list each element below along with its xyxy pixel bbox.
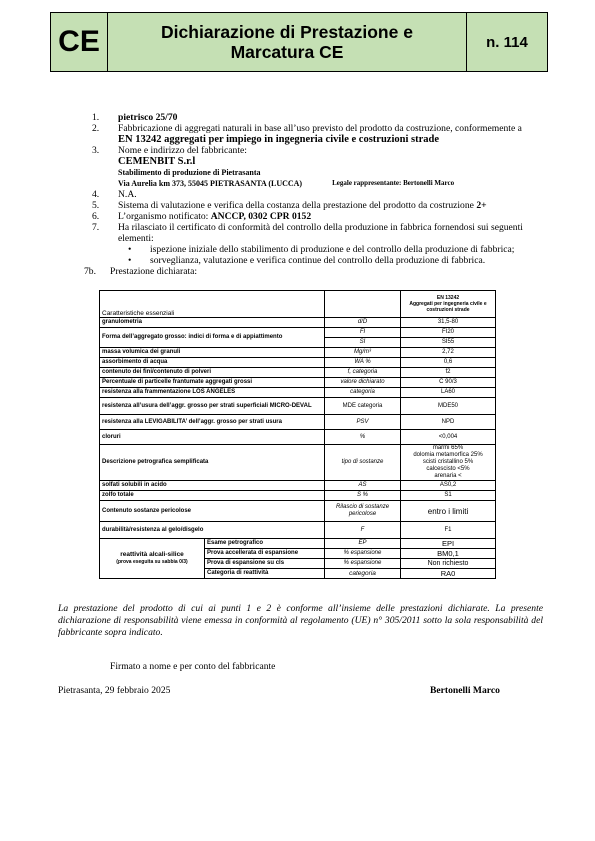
item-number: 6. — [92, 211, 100, 222]
item-7b — [84, 266, 542, 277]
row-label: resistenza alla LEVIGABILITA’ dell’aggr. grosso per strati usura — [100, 415, 325, 430]
item-7 — [92, 222, 542, 244]
item-3 — [92, 145, 542, 189]
row-value: S1 — [401, 491, 496, 501]
row-symbol: valore dichiarato — [325, 378, 401, 388]
row-value: 2,72 — [401, 348, 496, 358]
row-symbol: % — [325, 430, 401, 445]
alkali-silica-title: reattività alcali-silice — [120, 551, 184, 558]
manufacturer-heading: Nome e indirizzo del fabbricante: — [118, 145, 247, 156]
row-symbol: % espansione — [325, 549, 401, 559]
row-value: FI20 — [401, 328, 496, 338]
row-label: Prova accellerata di espansione — [205, 549, 325, 559]
legal-representative: Legale rappresentante: Bertonelli Marco — [332, 179, 455, 187]
item-2 — [92, 123, 542, 145]
table-row — [100, 348, 496, 358]
row-label: cloruri — [100, 430, 325, 445]
table-row — [100, 358, 496, 368]
alkali-silica-note: (prova eseguita su sabbia 0/3) — [116, 559, 188, 565]
avcp-text: Sistema di valutazione e verifica della costanza della prestazione del prodotto da costruzione — [118, 200, 474, 211]
plant-name: Stabilimento di produzione di Pietrasanta — [118, 168, 261, 177]
avcp-system: 2+ — [476, 200, 487, 211]
row-label: granulometria — [100, 318, 325, 328]
document-header — [50, 12, 548, 72]
row-label: contenuto dei fini/contenuto di polveri — [100, 368, 325, 378]
row-symbol: Mg/m³ — [325, 348, 401, 358]
row-symbol: EP — [325, 539, 401, 549]
row-value: entro i limiti — [401, 501, 496, 522]
table-row — [100, 328, 496, 338]
table-row — [100, 539, 496, 549]
notified-body: ANCCP, 0302 CPR 0152 — [210, 211, 312, 222]
table-row — [100, 388, 496, 398]
alkali-silica-label — [100, 539, 205, 579]
row-label: resistenza alla frammentazione LOS ANGELES — [100, 388, 325, 398]
row-label: Percentuale di particelle frantumate aggregati grossi — [100, 378, 325, 388]
row-label: massa volumica dei granuli — [100, 348, 325, 358]
table-row — [100, 415, 496, 430]
ce-logo: CE — [51, 13, 108, 71]
row-symbol: SI — [325, 338, 401, 348]
standard: EN 13242 aggregati per impiego in ingegneria civile e costruzioni strade — [118, 134, 439, 145]
row-symbol: categoria — [325, 569, 401, 579]
row-value: 31,5-80 — [401, 318, 496, 328]
title-line-1: Dichiarazione di Prestazione e — [161, 22, 413, 42]
row-value: AS0,2 — [401, 481, 496, 491]
row-value: NPD — [401, 415, 496, 430]
table-row — [100, 501, 496, 522]
row-label: zolfo totale — [100, 491, 325, 501]
item-4-text: N.A. — [118, 189, 137, 200]
row-value: RA0 — [401, 569, 496, 579]
row-label: resistenza all’usura dell’aggr. grosso per strati superficiali MICRO-DEVAL — [100, 398, 325, 415]
performance-table — [99, 290, 496, 579]
table-row — [100, 491, 496, 501]
row-label: Prova di espansione su cls — [205, 559, 325, 569]
table-row — [100, 430, 496, 445]
row-symbol: f, categoria — [325, 368, 401, 378]
header-standard-code: EN 13242 — [436, 295, 460, 301]
row-value: Non richiesto — [401, 559, 496, 569]
row-value: LA60 — [401, 388, 496, 398]
table-row — [100, 522, 496, 539]
row-symbol: AS — [325, 481, 401, 491]
row-label: durabilità/resistenza al gelo/disgelo — [100, 522, 325, 539]
row-symbol: categoria — [325, 388, 401, 398]
petrography-line: scisti cristallino 5% — [422, 459, 474, 465]
petrography-line: calcescisto <5% — [426, 466, 470, 472]
notified-body-label: L’organismo notificato: — [118, 211, 209, 222]
row-symbol: FI — [325, 328, 401, 338]
document-number: n. 114 — [466, 13, 547, 71]
performance-heading: Prestazione dichiarata: — [110, 266, 198, 277]
document-title — [108, 13, 466, 71]
row-value: <0,004 — [401, 430, 496, 445]
place-date: Pietrasanta, 29 febbraio 2025 — [58, 685, 171, 696]
signed-on-behalf: Firmato a nome e per conto del fabbricante — [110, 661, 276, 672]
item-number: 7b. — [84, 266, 96, 277]
signer-name: Bertonelli Marco — [430, 685, 500, 696]
row-value: EPI — [401, 539, 496, 549]
petrography-line: marmi 65% — [432, 445, 464, 451]
item-number: 3. — [92, 145, 100, 156]
certificate-text: Ha rilasciato il certificato di conformità del controllo della produzione in fabbrica fornendosi sui seguenti elementi: — [118, 222, 523, 244]
item-6 — [92, 211, 542, 222]
item-number: 5. — [92, 200, 100, 211]
row-label: assorbimento di acqua — [100, 358, 325, 368]
title-line-2: Marcatura CE — [230, 42, 344, 62]
row-value: C 90/3 — [401, 378, 496, 388]
bullet-item: • sorveglianza, valutazione e verifica continue del controllo della produzione di fabbrica. — [128, 255, 542, 266]
row-symbol: d/D — [325, 318, 401, 328]
item-number: 2. — [92, 123, 100, 134]
row-value: 0,6 — [401, 358, 496, 368]
row-symbol: WA % — [325, 358, 401, 368]
row-value: MDE50 — [401, 398, 496, 415]
table-row — [100, 445, 496, 481]
petrography-values — [401, 445, 496, 481]
row-label: Forma dell’aggregato grosso: indici di forma e di appiattimento — [100, 328, 325, 348]
header-standard — [401, 291, 496, 318]
bullet-list — [92, 244, 542, 266]
item-1 — [92, 112, 542, 123]
row-label: solfati solubili in acido — [100, 481, 325, 491]
product-name: pietrisco 25/70 — [118, 112, 178, 123]
row-value: F1 — [401, 522, 496, 539]
row-value: f2 — [401, 368, 496, 378]
plant-address: Via Aurelia km 373, 55045 PIETRASANTA (LUCCA) — [118, 179, 303, 188]
table-row — [100, 398, 496, 415]
row-label: Contenuto sostanze pericolose — [100, 501, 325, 522]
row-label: Categoria di reattività — [205, 569, 325, 579]
item-5 — [92, 200, 542, 211]
conformity-statement: La prestazione del prodotto di cui ai punti 1 e 2 è conforme all’insieme delle prestazioni dichiarate. La presente dichiarazione di responsabilità viene emessa in conformità al regolamento (UE) n° 305/2011 sotto la sola responsabilità del fabbricante sopra indicato. — [58, 603, 543, 638]
row-symbol: MDE categoria — [325, 398, 401, 415]
row-value: BM0,1 — [401, 549, 496, 559]
table-row — [100, 481, 496, 491]
table-header — [100, 291, 496, 318]
table-row — [100, 378, 496, 388]
header-standard-desc: Aggregati per ingegneria civile e costruzioni strade — [409, 301, 487, 313]
petrography-line: arenaria < — [434, 473, 462, 479]
item-number: 4. — [92, 189, 100, 200]
item-4 — [92, 189, 542, 200]
row-symbol: PSV — [325, 415, 401, 430]
row-value: SI55 — [401, 338, 496, 348]
header-characteristics: Caratteristiche essenziali — [100, 291, 325, 318]
row-symbol: % espansione — [325, 559, 401, 569]
header-blank — [325, 291, 401, 318]
table-row — [100, 368, 496, 378]
item-number: 7. — [92, 222, 100, 233]
declaration-list — [84, 112, 542, 277]
row-symbol: Rilascio di sostanze pericolose — [325, 501, 401, 522]
item-number: 1. — [92, 112, 100, 123]
bullet-item: • ispezione iniziale dello stabilimento di produzione e del controllo della produzione di fabbrica; — [128, 244, 542, 255]
manufacturer-name: CEMENBIT S.r.l — [118, 156, 196, 167]
intended-use: Fabbricazione di aggregati naturali in base all’uso previsto del prodotto da costruzione, conformemente a — [118, 123, 522, 134]
row-label: Descrizione petrografica semplificata — [100, 445, 325, 481]
row-symbol: tipo di sostanze — [325, 445, 401, 481]
table-row — [100, 318, 496, 328]
row-symbol: F — [325, 522, 401, 539]
row-label: Esame petrografico — [205, 539, 325, 549]
petrography-line: dolomia metamorfica 25% — [413, 452, 483, 458]
row-symbol: S % — [325, 491, 401, 501]
